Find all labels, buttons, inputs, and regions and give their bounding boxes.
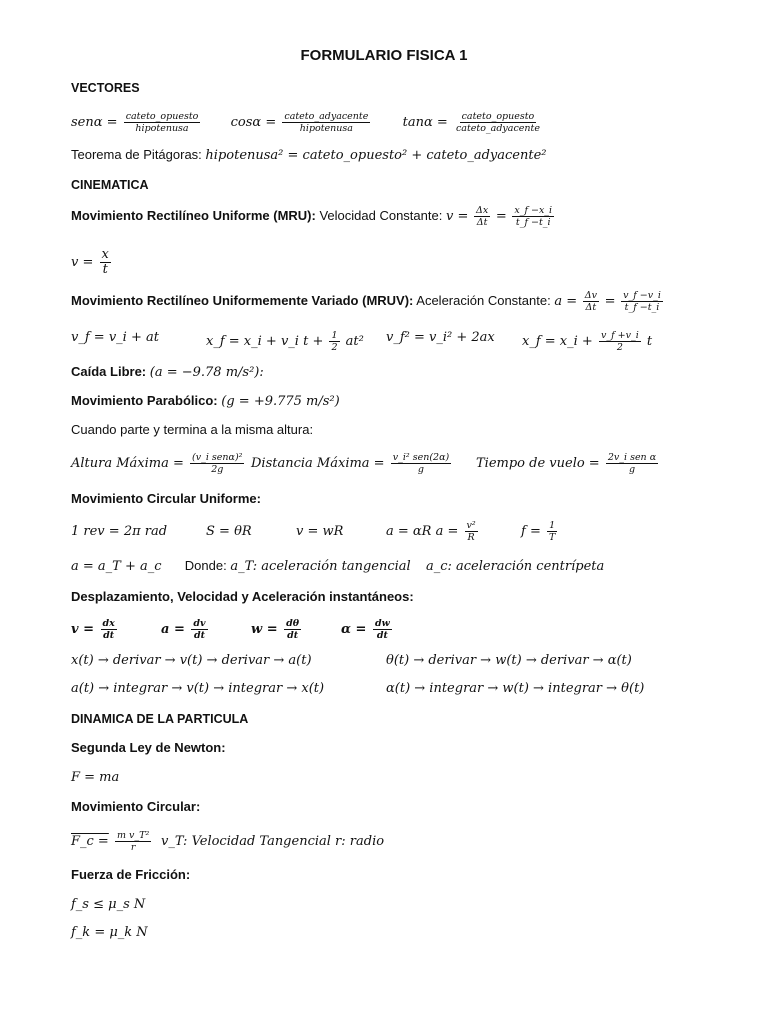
mruv-eq3: v_f² = v_i² + 2ax [386, 330, 495, 345]
circular-ac: a_c: aceleración centrípeta [425, 559, 605, 574]
parabolico-label: Movimiento Parabólico: [71, 393, 218, 408]
circular-acc-row [71, 557, 604, 576]
mru-row [71, 205, 556, 228]
mru-v2-lhs: v = [71, 255, 94, 270]
mruv-desc: Aceleración Constante: [416, 292, 551, 308]
page-title: FORMULARIO FISICA 1 [300, 47, 468, 64]
instant-heading: Desplazamiento, Velocidad y Aceleración instantáneos: [71, 589, 414, 604]
instant-w: w = $\frac{d\theta}{dt}$ [251, 618, 300, 641]
instant-alpha-fraction: $\frac{dw}{dt}$ [374, 618, 390, 641]
circular-heading: Movimiento Circular Uniforme: [71, 491, 261, 506]
mruv-eq1: v_f = v_i + at [71, 330, 159, 345]
altura-fraction: $\frac{\text{(v\_i senα)²}}{2g}$ [192, 452, 243, 475]
mru-v2-fraction: $\frac{x}{t}$ [101, 247, 109, 277]
tiempo-vuelo: Tiempo de vuelo = $\frac{\text{2v\_i sen α}}{g}$ [476, 452, 657, 475]
altura-maxima: Altura Máxima = $\frac{\text{(v\_i senα)²}}{2g}$ [71, 452, 243, 475]
pitagoras-label: Teorema de Pitágoras: [71, 147, 202, 162]
caida-row [71, 363, 264, 382]
mcirc-desc: v_T: Velocidad Tangencial r: radio [161, 834, 385, 849]
section-cinematica-heading: CINEMATICA [71, 178, 149, 192]
mru-fraction-delta: $\frac{\Delta x}{\Delta t}$ [475, 205, 489, 228]
tiempo-fraction: $\frac{\text{2v\_i sen α}}{g}$ [607, 452, 657, 475]
trig-ratios-row [71, 111, 544, 134]
friccion-static: f_s ≤ μ_s N [71, 897, 146, 912]
parabolico-value: (g = +9.775 m/s²) [221, 394, 340, 409]
distancia-maxima: Distancia Máxima = $\frac{\text{v\_i² sen(2α)}}{g}$ [251, 452, 450, 475]
chain-derivar-x: x(t) → derivar → v(t) → derivar → a(t) [71, 653, 312, 668]
mruv-fraction-diff: $\frac{v\_f -v\_i}{t\_f -t\_i}$ [623, 290, 661, 313]
section-dinamica-heading: DINAMICA DE LA PARTICULA [71, 712, 249, 726]
mruv-eq4: x_f = x_i + $\frac{v\_f +v\_i}{2}$ t [522, 330, 653, 353]
sen-lhs: senα = [71, 115, 118, 130]
sen-fraction: $\frac{\text{cateto\_opuesto}}{\text{hipotenusa}}$ [125, 111, 199, 134]
instant-v: v = $\frac{dx}{dt}$ [71, 618, 115, 641]
chain-integrar-alpha: α(t) → integrar → w(t) → integrar → θ(t) [386, 681, 645, 696]
pitagoras-formula: hipotenusa² = cateto_opuesto² + cateto_adyacente² [205, 148, 547, 163]
mcirc-heading: Movimiento Circular: [71, 799, 201, 814]
circular-s: S = θR [206, 524, 252, 539]
tan-lhs: tanα = [402, 115, 448, 130]
mru-eq: = [495, 208, 507, 224]
mruv-fraction-delta: $\frac{\Delta v}{\Delta t}$ [584, 290, 597, 313]
circular-v: v = wR [296, 524, 344, 539]
mruv-eq: = [604, 293, 616, 309]
circular-acc: a = a_T + a_c [71, 559, 162, 574]
cos-fraction: $\frac{\text{cateto\_adyacente}}{\text{hipotenusa}}$ [284, 111, 369, 134]
mru-fraction-diff: $\frac{x\_f -x\_i}{t\_f -t\_i}$ [514, 205, 553, 228]
circular-rev: 1 rev = 2π rad [71, 524, 168, 539]
parabolico-row [71, 392, 340, 411]
friccion-kinetic: f_k = μ_k N [71, 925, 148, 940]
circular-a: a = αR a = $\frac{\text{v²}}{R}$ [386, 520, 476, 543]
mruv-a-lhs: a = [554, 293, 578, 309]
instant-alpha: α = $\frac{dw}{dt}$ [341, 618, 390, 641]
mruv-eq2-half: $\frac{1}{2}$ [331, 330, 338, 353]
instant-v-fraction: $\frac{dx}{dt}$ [102, 618, 115, 641]
mru-v-lhs: v = [445, 208, 469, 224]
circular-f: f = $\frac{1}{T}$ [521, 520, 556, 543]
mcirc-formula: F_c = $\frac{\text{m v\_T²}}{r}$ [71, 830, 150, 853]
mcirc-fraction: $\frac{\text{m v\_T²}}{r}$ [116, 830, 150, 853]
mru-label: Movimiento Rectilíneo Uniforme (MRU): [71, 207, 316, 223]
caida-value: (a = −9.78 m/s²): [149, 365, 264, 380]
distancia-fraction: $\frac{\text{v\_i² sen(2α)}}{g}$ [392, 452, 450, 475]
parabolico-note: Cuando parte y termina a la misma altura: [71, 422, 314, 437]
mruv-label: Movimiento Rectilíneo Uniformemente Variado (MRUV): [71, 292, 414, 308]
section-vectores-heading: VECTORES [71, 81, 140, 95]
instant-a-fraction: $\frac{dv}{dt}$ [193, 618, 206, 641]
mruv-row [71, 290, 665, 313]
circular-at: a_T: aceleración tangencial [230, 559, 411, 574]
newton-heading: Segunda Ley de Newton: [71, 740, 226, 755]
circular-donde: Donde: [184, 558, 227, 573]
friccion-heading: Fuerza de Fricción: [71, 867, 191, 882]
chain-integrar-a: a(t) → integrar → v(t) → integrar → x(t) [71, 681, 325, 696]
circular-a-fraction: $\frac{\text{v²}}{R}$ [466, 520, 476, 543]
mruv-eq2: x_f = x_i + v_i t + $\frac{1}{2}$ at² [206, 330, 364, 353]
cos-lhs: cosα = [230, 115, 277, 130]
mru-v-row [71, 248, 113, 277]
circular-f-fraction: $\frac{1}{T}$ [548, 520, 556, 543]
mru-desc: Velocidad Constante: [319, 207, 443, 223]
caida-label: Caída Libre: [71, 364, 147, 379]
newton-formula: F = ma [71, 770, 120, 785]
chain-derivar-theta: θ(t) → derivar → w(t) → derivar → α(t) [386, 653, 632, 668]
mruv-eq4-fraction: $\frac{v\_f +v\_i}{2}$ [600, 330, 639, 353]
instant-a: a = $\frac{dv}{dt}$ [161, 618, 206, 641]
pitagoras-row [71, 146, 547, 165]
tan-fraction: $\frac{\text{cateto\_opuesto}}{\text{cateto\_adyacente}}$ [455, 111, 540, 134]
instant-w-fraction: $\frac{d\theta}{dt}$ [286, 618, 300, 641]
